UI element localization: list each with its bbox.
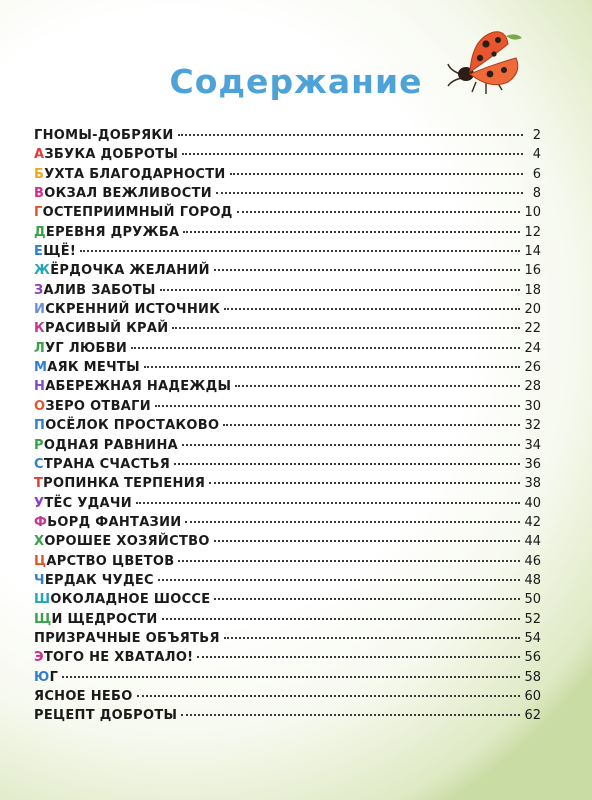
toc-entry [34,418,541,437]
toc-entry-rest: ОДНАЯ РАВНИНА [43,437,179,453]
toc-entry-initial: А [34,147,45,163]
toc-entry-page: 32 [524,418,541,434]
dot-leader [178,134,523,136]
dot-leader [224,308,520,310]
toc-entry [34,360,541,379]
toc-entry-initial: Д [34,224,46,240]
toc-entry-title [34,167,226,182]
toc-entry-page: 16 [524,263,541,279]
dot-leader [209,482,520,484]
toc-entry [34,147,541,166]
toc-entry-rest: ЬОРД ФАНТАЗИИ [47,514,182,530]
dot-leader [182,444,520,446]
toc-entry-initial: К [34,321,45,337]
toc-entry [34,321,541,340]
dot-leader [235,385,520,387]
toc-entry-rest: ТЁС УДАЧИ [44,495,132,511]
toc-entry-title [34,476,205,491]
toc-entry-rest: ЗБУКА ДОБРОТЫ [44,147,179,163]
toc-entry-page: 28 [524,379,541,395]
dot-leader [174,463,520,465]
ladybug-icon [446,24,524,96]
toc-entry-initial: Б [34,166,45,182]
toc-entry-title [34,534,210,549]
toc-entry-initial: Ю [34,669,50,685]
toc-entry-title [34,341,127,356]
toc-entry-initial: Ш [34,592,51,608]
toc-entry-rest: СНОЕ НЕБО [44,688,133,704]
toc-entry-page: 6 [532,166,541,182]
toc-entry-rest: ТОГО НЕ ХВАТАЛО! [43,650,194,666]
table-of-contents [34,128,541,728]
toc-entry [34,515,541,534]
dot-leader [185,521,520,523]
dot-leader [183,231,520,233]
toc-entry-title [34,321,168,336]
toc-entry-rest: ОРОШЕЕ ХОЗЯЙСТВО [44,534,210,550]
toc-entry [34,244,541,263]
toc-entry-rest: УГ ЛЮБВИ [45,340,128,356]
toc-entry-title [34,244,76,259]
toc-entry-title [34,205,233,220]
toc-entry [34,186,541,205]
toc-entry-initial: Ф [34,514,48,530]
toc-entry-rest: АБЕРЕЖНАЯ НАДЕЖДЫ [45,379,232,395]
toc-entry-page: 36 [524,456,541,472]
toc-entry-rest: ОСТЕПРИИМНЫЙ ГОРОД [42,205,233,221]
toc-entry-initial: Г [34,128,43,143]
toc-entry-title [34,554,174,569]
toc-entry-rest: НОМЫ-ДОБРЯКИ [42,128,174,143]
toc-entry-page: 8 [532,186,541,202]
dot-leader [172,327,520,329]
toc-entry-initial: П [34,418,46,434]
toc-entry-rest: ОСЁЛОК ПРОСТАКОВО [45,418,220,434]
toc-entry-rest: РИЗРАЧНЫЕ ОБЪЯТЬЯ [45,630,220,646]
toc-entry-page: 12 [524,224,541,240]
toc-entry-rest: И ЩЕДРОСТИ [51,611,158,627]
toc-entry-page: 22 [524,321,541,337]
toc-entry-page: 26 [524,360,541,376]
toc-entry [34,476,541,495]
toc-entry-title [34,573,154,588]
toc-entry [34,225,541,244]
toc-entry-title [34,302,220,317]
toc-entry-title [34,283,156,298]
toc-entry-rest: ОКОЛАДНОЕ ШОССЕ [50,592,211,608]
toc-entry-initial: П [34,630,46,646]
toc-entry [34,457,541,476]
toc-entry-page: 48 [524,572,541,588]
toc-entry-title [34,496,132,511]
toc-entry-page: 38 [524,476,541,492]
toc-entry-initial: Ц [34,553,47,569]
toc-entry-page: 18 [524,282,541,298]
toc-entry-title [34,225,179,240]
toc-entry-initial: Х [34,534,45,550]
toc-entry-title [34,438,178,453]
toc-entry-title [34,650,193,665]
dot-leader [182,153,523,155]
toc-entry [34,302,541,321]
toc-entry-initial: С [34,456,44,472]
toc-entry-page: 54 [524,630,541,646]
toc-entry-rest: ТРАНА СЧАСТЬЯ [43,456,171,472]
toc-entry-title [34,263,210,278]
toc-entry-rest: ЁРДОЧКА ЖЕЛАНИЙ [50,263,210,279]
toc-entry-title [34,515,181,530]
dot-leader [197,656,520,658]
toc-entry-page: 56 [524,650,541,666]
toc-entry-rest: АЛИВ ЗАБОТЫ [43,282,156,298]
toc-entry [34,438,541,457]
toc-entry-initial: Ж [34,263,51,279]
dot-leader [214,598,520,600]
toc-entry-page: 14 [524,244,541,260]
toc-entry-title [34,418,219,433]
toc-entry-initial: И [34,302,46,318]
toc-entry-rest: ЕРДАК ЧУДЕС [44,572,154,588]
toc-entry-page: 52 [524,611,541,627]
toc-entry [34,167,541,186]
toc-entry-title [34,457,170,472]
toc-entry-page: 2 [532,128,541,143]
toc-entry [34,379,541,398]
dot-leader [155,405,521,407]
toc-entry-title [34,379,231,394]
dot-leader [136,502,521,504]
dot-leader [224,637,521,639]
toc-entry-initial: Э [34,650,44,666]
dot-leader [80,250,520,252]
toc-entry-title [34,708,177,723]
dot-leader [223,424,520,426]
toc-entry-page: 34 [524,437,541,453]
toc-entry-page: 4 [532,147,541,163]
toc-entry-page: 50 [524,592,541,608]
toc-entry-initial: Е [34,244,44,260]
toc-entry [34,341,541,360]
toc-entry [34,592,541,611]
toc-entry-page: 46 [524,553,541,569]
toc-entry-page: 40 [524,495,541,511]
toc-entry-initial: Щ [34,611,52,627]
toc-entry [34,612,541,631]
toc-entry [34,708,541,727]
toc-entry-rest: ОКЗАЛ ВЕЖЛИВОСТИ [44,186,212,202]
toc-entry-initial: Н [34,379,46,395]
toc-entry [34,128,541,147]
toc-entry [34,650,541,669]
toc-entry [34,554,541,573]
toc-entry-rest: ЗЕРО ОТВАГИ [45,398,151,414]
toc-entry [34,689,541,708]
toc-entry-page: 62 [524,708,541,724]
toc-entry-page: 24 [524,340,541,356]
toc-entry-initial: Р [34,437,44,453]
toc-entry-page: 58 [524,669,541,685]
toc-entry-title [34,186,212,201]
toc-entry-initial: Т [34,476,44,492]
toc-entry-initial: О [34,398,46,414]
toc-entry-title [34,592,210,607]
toc-entry-rest: ЕРЕВНЯ ДРУЖБА [45,224,180,240]
dot-leader [131,347,520,349]
toc-entry-title [34,147,178,162]
dot-leader [214,269,521,271]
toc-entry-page: 20 [524,302,541,318]
toc-entry-rest: РАСИВЫЙ КРАЙ [44,321,169,337]
dot-leader [160,289,521,291]
toc-entry-initial: Р [34,708,44,724]
dot-leader [216,192,523,194]
toc-entry [34,670,541,689]
dot-leader [237,211,521,213]
dot-leader [214,540,521,542]
toc-entry-title [34,612,158,627]
toc-entry-initial: М [34,360,48,376]
toc-entry-title [34,360,140,375]
toc-entry-title [34,670,58,685]
toc-entry-page: 30 [524,398,541,414]
dot-leader [230,173,523,175]
toc-entry [34,205,541,224]
dot-leader [137,695,521,697]
toc-entry [34,534,541,553]
toc-entry-initial: Я [34,688,45,704]
toc-entry-initial: В [34,186,45,202]
toc-entry-rest: ЕЦЕПТ ДОБРОТЫ [43,708,178,724]
toc-entry-rest: РОПИНКА ТЕРПЕНИЯ [43,476,206,492]
dot-leader [178,560,520,562]
toc-entry-initial: Г [34,205,43,221]
toc-entry-title [34,399,151,414]
toc-entry-initial: Л [34,340,46,356]
toc-entry-title [34,689,133,704]
dot-leader [144,366,521,368]
toc-entry [34,399,541,418]
toc-entry-title [34,631,220,646]
toc-entry-initial: У [34,495,45,511]
toc-entry-page: 60 [524,688,541,704]
toc-entry-page: 42 [524,514,541,530]
toc-entry [34,573,541,592]
toc-entry-page: 44 [524,534,541,550]
toc-entry-rest: АЯК МЕЧТЫ [47,360,140,376]
toc-entry-rest: Г [49,669,59,685]
toc-entry [34,631,541,650]
page-title: Содержание [169,62,423,101]
toc-entry-rest: АРСТВО ЦВЕТОВ [46,553,175,569]
toc-entry [34,283,541,302]
dot-leader [158,579,521,581]
toc-entry-rest: СКРЕННИЙ ИСТОЧНИК [45,302,221,318]
toc-entry-title [34,128,174,143]
toc-entry-initial: Ч [34,572,45,588]
toc-entry-initial: З [34,282,44,298]
toc-entry-rest: УХТА БЛАГОДАРНОСТИ [44,166,226,182]
dot-leader [62,676,520,678]
dot-leader [181,714,520,716]
toc-entry-page: 10 [524,205,541,221]
toc-entry-rest: ЩЁ! [43,244,77,260]
toc-entry [34,263,541,282]
toc-entry [34,496,541,515]
dot-leader [162,618,521,620]
